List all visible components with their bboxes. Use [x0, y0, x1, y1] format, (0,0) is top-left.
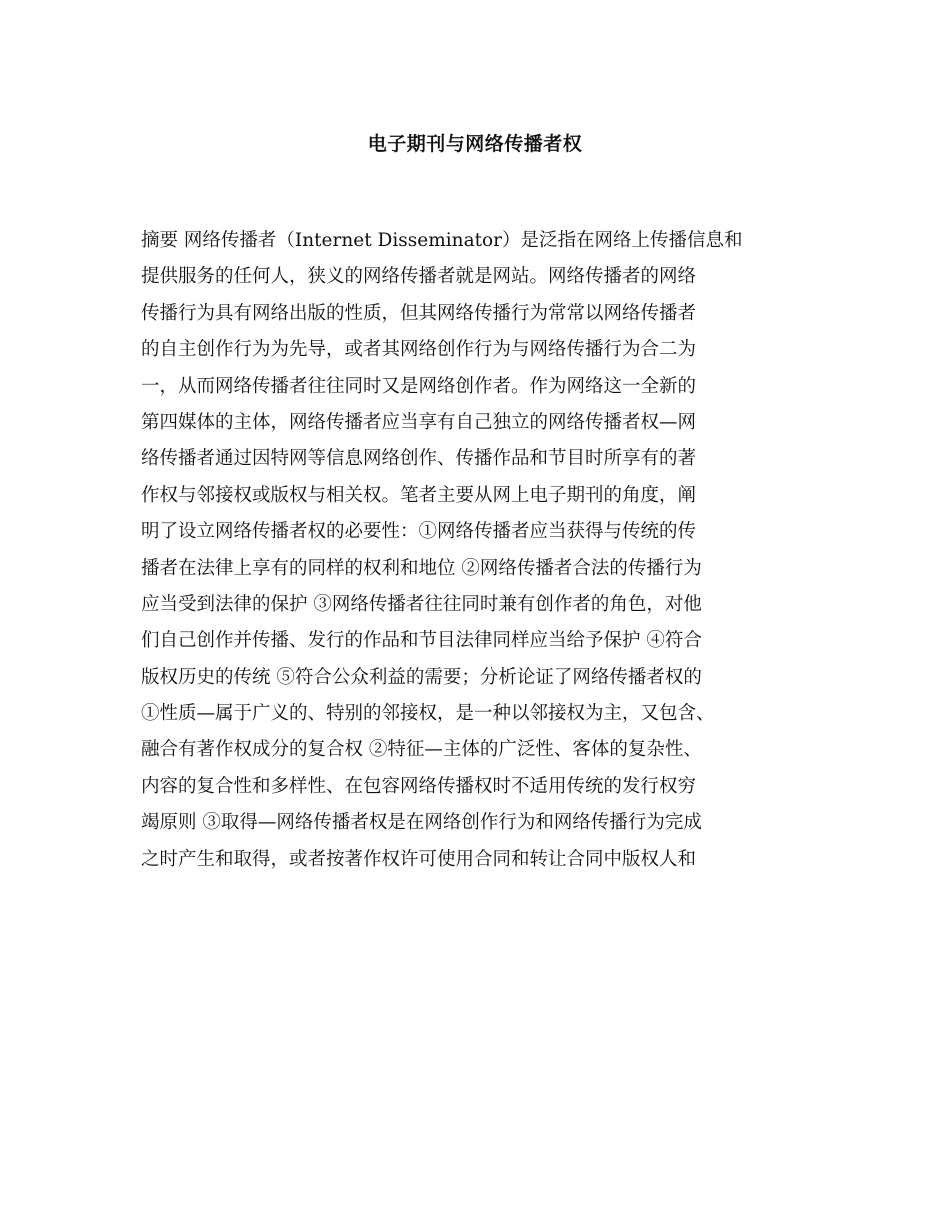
abstract-line: 传播行为具有网络出版的性质，但其网络传播行为常常以网络传播者 [141, 302, 697, 324]
abstract-line: 播者在法律上享有的同样的权利和地位 ②网络传播者合法的传播行为 [141, 557, 702, 579]
abstract-line: 应当受到法律的保护 ③网络传播者往往同时兼有创作者的角色，对他 [141, 593, 702, 615]
abstract-line: 络传播者通过因特网等信息网络创作、传播作品和节目时所享有的著 [141, 448, 697, 470]
abstract-line: 竭原则 ③取得—网络传播者权是在网络创作行为和网络传播行为完成 [141, 812, 702, 834]
abstract-line: 之时产生和取得，或者按著作权许可使用合同和转让合同中版权人和 [141, 848, 697, 870]
abstract-line: ①性质—属于广义的、特别的邻接权，是一种以邻接权为主，又包含、 [141, 703, 715, 725]
abstract-line: 第四媒体的主体，网络传播者应当享有自己独立的网络传播者权—网 [141, 411, 697, 433]
abstract-line: 们自己创作并传播、发行的作品和节目法律同样应当给予保护 ④符合 [141, 630, 702, 652]
abstract-paragraph [141, 223, 831, 878]
abstract-line: 内容的复合性和多样性、在包容网络传播权时不适用传统的发行权穷 [141, 775, 697, 797]
abstract-line: 版权历史的传统 ⑤符合公众利益的需要；分析论证了网络传播者权的 [141, 666, 702, 688]
document-title: 电子期刊与网络传播者权 [367, 133, 583, 155]
abstract-line: 摘要 网络传播者（Internet Disseminator）是泛指在网络上传播信息和 [141, 230, 743, 251]
abstract-line: 融合有著作权成分的复合权 ②特征—主体的广泛性、客体的复杂性、 [141, 739, 702, 761]
abstract-line: 一，从而网络传播者往往同时又是网络创作者。作为网络这一全新的 [141, 375, 697, 397]
abstract-line: 作权与邻接权或版权与相关权。笔者主要从网上电子期刊的角度，阐 [141, 484, 697, 506]
abstract-line: 明了设立网络传播者权的必要性：①网络传播者应当获得与传统的传 [141, 521, 697, 543]
abstract-line: 的自主创作行为为先导，或者其网络创作行为与网络传播行为合二为 [141, 339, 697, 361]
abstract-line: 提供服务的任何人，狭义的网络传播者就是网站。网络传播者的网络 [141, 266, 697, 288]
